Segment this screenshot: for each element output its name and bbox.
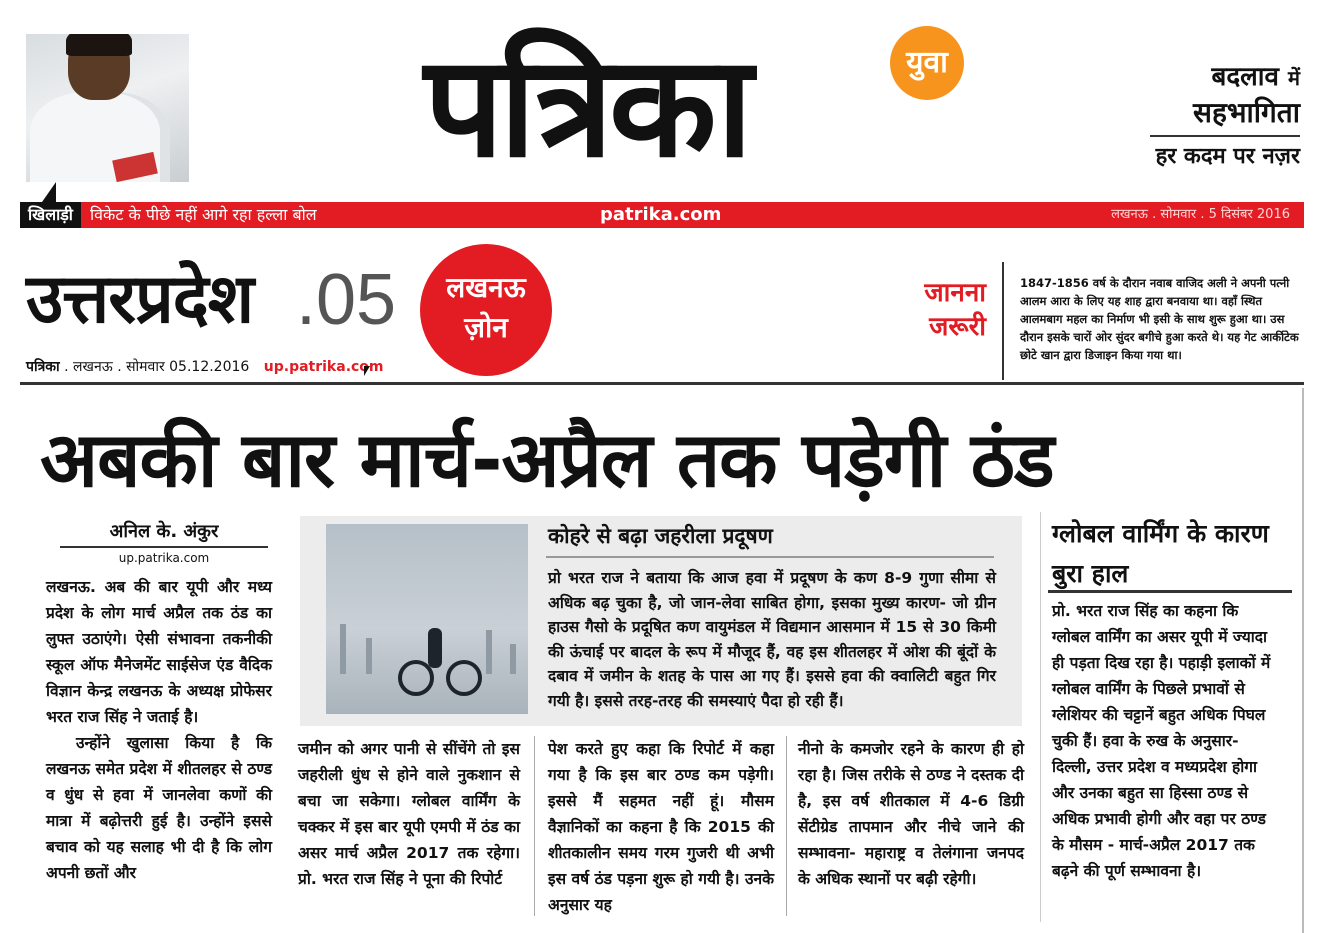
section-title: उत्तरप्रदेश xyxy=(26,260,254,339)
meta-paper: पत्रिका xyxy=(26,359,60,375)
box-title: कोहरे से बढ़ा जहरीला प्रदूषण xyxy=(548,524,773,548)
byline xyxy=(60,520,268,566)
article-column-4: नीनो के कमजोर रहने के कारण ही हो रहा है। जिस तरीके से ठण्ड ने दस्तक दी है, इस वर्ष शीतकाल में 4-6 डिग्री सेंटीग्रेड तापमान और नीचे जाने की सम्भावना- महाराष्ट्र व तेलंगाना जनपद के अधिक स्थानों पर बढ़ी रहेगी। xyxy=(798,740,1024,888)
did-you-know-text: 1847-1856 वर्ष के दौरान नवाब वाजिद अली ने अपनी पत्नी आलम आरा के लिए यह शाह द्वारा बनवाया था। वहाँ स्थित आलमबाग महल का निर्माण भी इसी के साथ शुरू हुआ था। उस दौरान इसके चारों ओर सुंदर बगीचे हुआ करते थे। यह गेट आर्कीटेक छोटे खान द्वारा डिजाइन किया गया था। xyxy=(1020,276,1299,362)
photo-pointer-icon xyxy=(42,182,56,202)
did-you-know-label xyxy=(900,276,986,344)
ribbon-teaser[interactable]: विकेट के पीछे नहीं आगे रहा हल्ला बोल xyxy=(90,205,317,224)
side-title: ग्लोबल वार्मिंग के कारण बुरा हाल xyxy=(1052,519,1269,588)
article-column-2: जमीन को अगर पानी से सींचेंगे तो इस जहरीली धुंध से होने वाले नुकशान से बचा जा सकेगा। ग्लोबल वार्मिंग के चक्कर में इस बार यूपी एमपी में ठंड का असर मार्च अप्रैल 2017 तक रहेगा। प्रो. भरत राज सिंह ने पूना की रिपोर्ट xyxy=(298,740,520,888)
did-you-know-divider xyxy=(1002,262,1004,380)
column-divider xyxy=(786,736,787,916)
zone-badge xyxy=(420,244,552,376)
article-headline: अबकी बार मार्च-अप्रैल तक पड़ेगी ठंड xyxy=(40,415,1054,504)
zone-line2: ज़ोन xyxy=(464,311,508,344)
ribbon-date: लखनऊ . सोमवार . 5 दिसंबर 2016 xyxy=(1111,207,1290,222)
side-divider xyxy=(1040,512,1041,922)
column-1-para-1: अब की बार यूपी और मध्य प्रदेश के लोग मार्च अप्रैल तक ठंड का लुफ्त उठाएंगे। ऐसी संभावना तकनीकी स्कूल ऑफ मैनेजमेंट साईसेज एंड वैदिक विज्ञान केन्द्र लखनऊ के अध्यक्ष प्रोफेसर भरत राज सिंह ने जताई है। xyxy=(46,578,272,726)
section-rule xyxy=(20,382,1304,385)
tagline-line1-small: में xyxy=(1288,66,1300,90)
tagline-line3: हर कदम पर नज़र xyxy=(1155,144,1300,169)
ribbon-tag: खिलाड़ी xyxy=(20,202,81,228)
page-frame-edge xyxy=(1302,388,1304,933)
foggy-cyclist-photo xyxy=(326,524,528,714)
page-number: .05 xyxy=(296,260,397,340)
yuva-badge: युवा xyxy=(890,26,964,100)
meta-url-link[interactable]: up.patrika.com xyxy=(263,359,384,375)
cricketer-photo xyxy=(26,34,189,182)
red-ribbon xyxy=(20,202,1304,228)
tagline-line1: बदलाव xyxy=(1211,62,1279,92)
masthead-tagline xyxy=(1150,60,1300,171)
box-rule xyxy=(546,556,994,558)
column-1-para-2: उन्होंने खुलासा किया है कि लखनऊ समेत प्रदेश में शीतलहर से ठण्ड व धुंध से हवा में जानलेवा कणों की मात्रा में बढ़ोत्तरी हुई है। उन्होंने इससे बचाव को यह सलाह भी दी है कि लोग अपनी छतों और xyxy=(46,734,272,882)
did-you-know-line2: जरूरी xyxy=(929,312,986,342)
mouse-cursor-icon xyxy=(364,366,370,376)
box-text: प्रो भरत राज ने बताया कि आज हवा में प्रदूषण के कण 8-9 गुणा सीमा से अधिक बढ़ चुका है, जो जान-लेवा साबित होगा, इसका मुख्य कारण- जो ग्रीन हाउस गैसो के प्रदूषित कण वायुमंडल में विद्यमान आसमान में 15 से 30 किमी की ऊंचाई पर बादल के रूप में मौजूद हैं, वह इस शीतलहर में ओश की बूंदों के दबाव में जमीन के शतह के पास आ गए हैं। इससे हवा की क्वालिटी बहुत गिर गयी है। इससे तरह-तरह की समस्याएं पैदा हो रही हैं। xyxy=(548,569,996,710)
dateline-city: लखनऊ. xyxy=(46,578,96,596)
tagline-line2: सहभागिता xyxy=(1193,96,1300,129)
byline-name: अनिल के. अंकुर xyxy=(109,521,219,542)
ribbon-site-link[interactable]: patrika.com xyxy=(600,204,722,225)
newspaper-logo: पत्रिका xyxy=(424,26,749,189)
byline-rule xyxy=(60,546,268,548)
column-divider xyxy=(534,736,535,916)
section-meta xyxy=(26,356,384,378)
tagline-divider xyxy=(1150,135,1300,137)
meta-date: . लखनऊ . सोमवार 05.12.2016 xyxy=(64,359,250,375)
byline-web: up.patrika.com xyxy=(118,551,210,565)
article-column-1 xyxy=(46,574,272,886)
side-text: प्रो. भरत राज सिंह का कहना कि ग्लोबल वार्मिंग का असर यूपी में ज्यादा ही पड़ता दिख रहा है। पहाड़ी इलाकों में ग्लोबल वार्मिंग के पिछले प्रभावों से ग्लेशियर की चट्टानें बहुत अधिक पिघल चुकी हैं। हवा के रुख के अनुसार- दिल्ली, उत्तर प्रदेश व मध्यप्रदेश होगा और उनका बहुत सा हिस्सा ठण्ड से अधिक प्रभावी होगी और वहा पर ठण्ड के मौसम - मार्च-अप्रैल 2017 तक बढ़ने की पूर्ण सम्भावना है। xyxy=(1052,602,1271,880)
did-you-know-line1: जानना xyxy=(924,278,986,308)
zone-line1: लखनऊ xyxy=(446,271,526,304)
side-rule xyxy=(1048,590,1292,593)
article-column-3: पेश करते हुए कहा कि रिपोर्ट में कहा गया है कि इस बार ठण्ड कम पड़ेगी। इससे मैं सहमत नहीं हूं। मौसम वैज्ञानिकों का कहना है कि 2015 की शीतकालीन समय गरम गुजरी थी अभी इस वर्ष ठंड पड़ना शुरू हो गयी है। उनके अनुसार यह xyxy=(548,740,774,914)
